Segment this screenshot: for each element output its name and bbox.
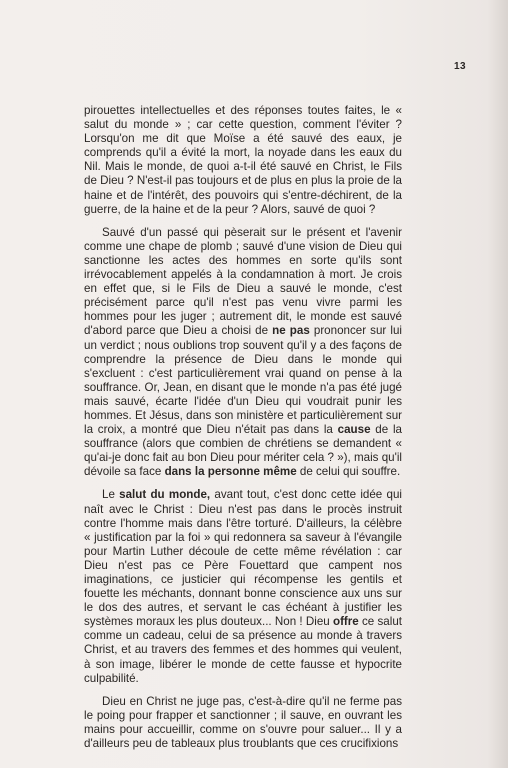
paragraph-1 xyxy=(84,104,402,217)
emphasis-text: offre xyxy=(332,615,359,629)
paragraph-text: avant tout, c'est donc cette idée qui naît avec le Christ : Dieu n'est pas dans le procès instruit contre l'homme mais dans l'être torturé. D'ailleurs, la célèbre « justification par la foi » qui redonnera sa saveur à l'évangile pour Martin Luther découle de cette même révélation : car Dieu n'est pas ce Père Fouettard que campent nos imaginations, ce justicier qui récompense les gentils et fouette les méchants, donnant bonne conscience aux uns sur le dos des autres, et servant le cas échéant à justifier les systèmes moraux les plus douteux... Non ! Dieu xyxy=(84,488,402,629)
emphasis-text: cause xyxy=(337,423,371,437)
paragraph-4 xyxy=(84,695,402,751)
paragraph-text: de la souffrance (alors que combien de chrétiens se demandent « qu'ai-je donc fait au bon Dieu pour mériter cela ? »), mais qu'il dévoile sa face xyxy=(84,423,402,479)
paragraph-text: Sauvé d'un passé qui pèserait sur le présent et l'avenir comme une chape de plomb ; sauvé d'une vision de Dieu qui sanctionne les actes des hommes en sorte qu'ils sont irrévocablement appelés à la condamnation à mort. Je crois en effet que, si le Fils de Dieu a sauvé le monde, c'est précisément parce qu'il n'est pas venu vivre parmi les hommes pour les juger ; autrement dit, le monde est sauvé d'abord parce que Dieu a choisi de xyxy=(84,225,402,338)
page-number: 13 xyxy=(454,61,467,72)
emphasis-text: salut du monde, xyxy=(119,488,211,502)
paragraph-text: pirouettes intellectuelles et des réponses toutes faites, le « salut du monde » ; car cette question, comment l'éviter ? Lorsqu'on me dit que Moïse a été sauvé des eaux, je comprends qu'il a évité la mort, la noyade dans les eaux du Nil. Mais le monde, de quoi a-t-il été sauvé en Christ, le Fils de Dieu ? N'est-il pas toujours et de plus en plus la proie de la haine et de l'intérêt, des pouvoirs qui s'entre-déchirent, de la guerre, de la haine et de la peur ? Alors, sauvé de quoi ? xyxy=(84,104,403,216)
body-text xyxy=(84,104,402,760)
paragraph-text: Le xyxy=(102,488,120,502)
paragraph-text: Dieu en Christ ne juge pas, c'est-à-dire qu'il ne ferme pas le poing pour frapper et sanctionner ; il sauve, en ouvrant les mains pour accueillir, comme on s'ouvre pour saluer... Il y a d'ailleurs peu de tableaux plus troublants que ces crucifixions xyxy=(84,694,402,751)
paragraph-text: prononcer sur lui un verdict ; nous oublions trop souvent qu'il y a des façons de comprendre la présence de Dieu dans le monde qui s'excluent : c'est particulièrement vrai quand on pense à la souffrance. Or, Jean, en disant que le monde n'a pas été jugé mais sauvé, écarte l'idée d'un Dieu qui voudrait punir les hommes. Et Jésus, dans son ministère et particulièrement sur la croix, a montré que Dieu n'était pas dans la xyxy=(84,324,402,437)
emphasis-text: ne pas xyxy=(272,324,310,338)
emphasis-text: dans la personne même xyxy=(164,465,297,479)
paragraph-3 xyxy=(84,488,402,685)
paragraph-2 xyxy=(84,226,402,480)
paragraph-text: de celui qui souffre. xyxy=(296,465,401,479)
paragraph-text: ce salut comme un cadeau, celui de sa présence au monde à travers Christ, et au travers des femmes et des hommes qui veulent, à son image, libérer le monde de cette fausse et hypocrite culpabilité. xyxy=(84,615,402,685)
